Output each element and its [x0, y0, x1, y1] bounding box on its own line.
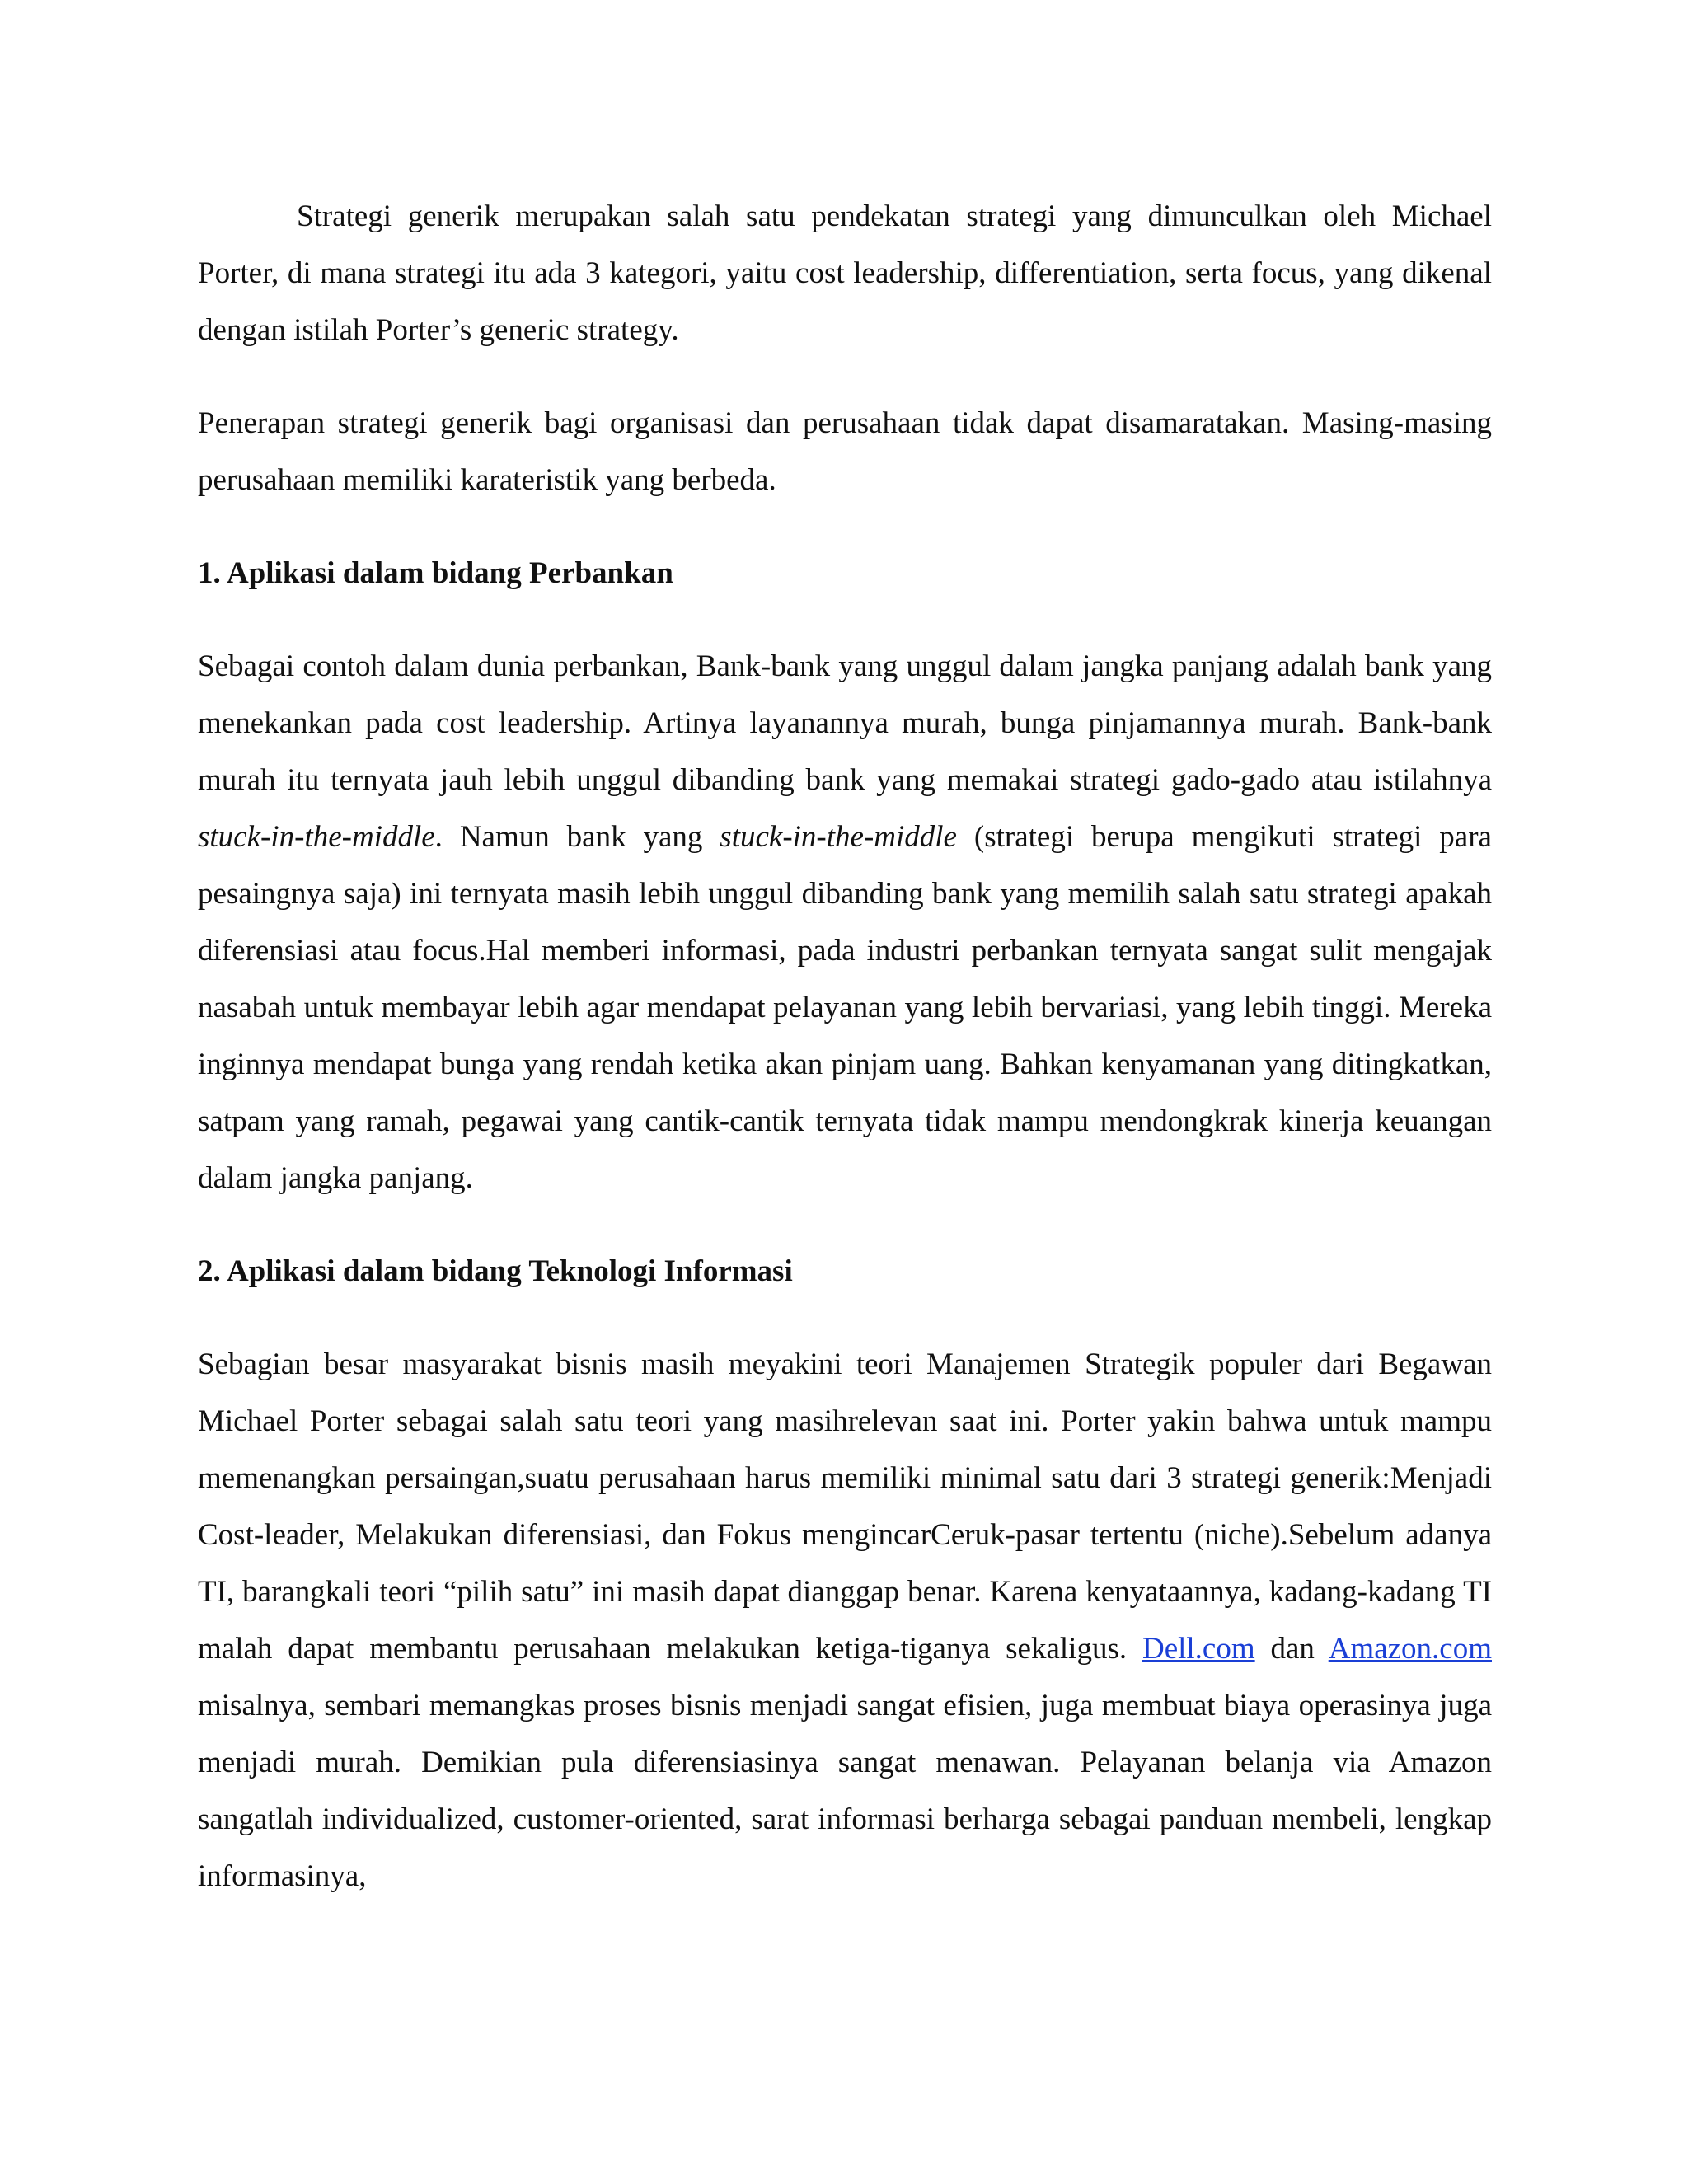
text-span: dan [1254, 1632, 1329, 1666]
dell-link[interactable]: Dell.com [1142, 1632, 1255, 1666]
text-span: (strategi berupa mengikuti strategi para pesaingnya saja) ini ternyata masih lebih unggul dibanding bank yang memilih salah satu strategi apakah diferensiasi atau focus.Hal memberi informasi, pada industri perbankan ternyata sangat sulit mengajak nasabah untuk membayar lebih agar mendapat pelayanan yang lebih bervariasi, yang lebih tinggi. Mereka inginnya mendapat bunga yang rendah ketika akan pinjam uang. Bahkan kenyamanan yang ditingkatkan, satpam yang ramah, pegawai yang cantik-cantik ternyata tidak mampu mendongkrak kinerja keuangan dalam jangka panjang. [198, 820, 1492, 1195]
paragraph-it [198, 1336, 1492, 1905]
amazon-link[interactable]: Amazon.com [1328, 1632, 1492, 1666]
heading-banking: 1. Aplikasi dalam bidang Perbankan [198, 556, 673, 590]
italic-term: stuck-in-the-middle [198, 820, 435, 854]
paragraph-banking [198, 638, 1492, 1207]
paragraph-application: Penerapan strategi generik bagi organisasi dan perusahaan tidak dapat disamaratakan. Masing-masing perusahaan memiliki karateristik yang berbeda. [198, 406, 1492, 497]
heading-it: 2. Aplikasi dalam bidang Teknologi Informasi [198, 1254, 793, 1288]
text-span: Sebagai contoh dalam dunia perbankan, Bank-bank yang unggul dalam jangka panjang adalah bank yang menekankan pada cost leadership. Artinya layanannya murah, bunga pinjamannya murah. Bank-bank murah itu ternyata jauh lebih unggul dibanding bank yang memakai strategi gado-gado atau istilahnya [198, 649, 1492, 797]
text-span: Sebagian besar masyarakat bisnis masih meyakini teori Manajemen Strategik populer dari Begawan Michael Porter sebagai salah satu teori yang masihrelevan saat ini. Porter yakin bahwa untuk mampu memenangkan persaingan,suatu perusahaan harus memiliki minimal satu dari 3 strategi generik:Menjadi Cost-leader, Melakukan diferensiasi, dan Fokus mengincarCeruk-pasar tertentu (niche).Sebelum adanya TI, barangkali teori “pilih satu” ini masih dapat dianggap benar. Karena kenyataannya, kadang-kadang TI malah dapat membantu perusahaan melakukan ketiga-tiganya sekaligus. [198, 1347, 1492, 1666]
text-span: misalnya, sembari memangkas proses bisnis menjadi sangat efisien, juga membuat biaya operasinya juga menjadi murah. Demikian pula diferensiasinya sangat menawan. Pelayanan belanja via Amazon sangatlah individualized, customer-oriented, sarat informasi berharga sebagai panduan membeli, lengkap informasinya, [198, 1689, 1492, 1893]
text-span: . Namun bank yang [434, 820, 720, 854]
italic-term: stuck-in-the-middle [720, 820, 957, 854]
paragraph-intro: Strategi generik merupakan salah satu pendekatan strategi yang dimunculkan oleh Michael Porter, di mana strategi itu ada 3 kategori, yaitu cost leadership, differentiation, serta focus, yang dikenal dengan istilah Porter’s generic strategy. [198, 199, 1492, 347]
document-page [198, 188, 1492, 1941]
